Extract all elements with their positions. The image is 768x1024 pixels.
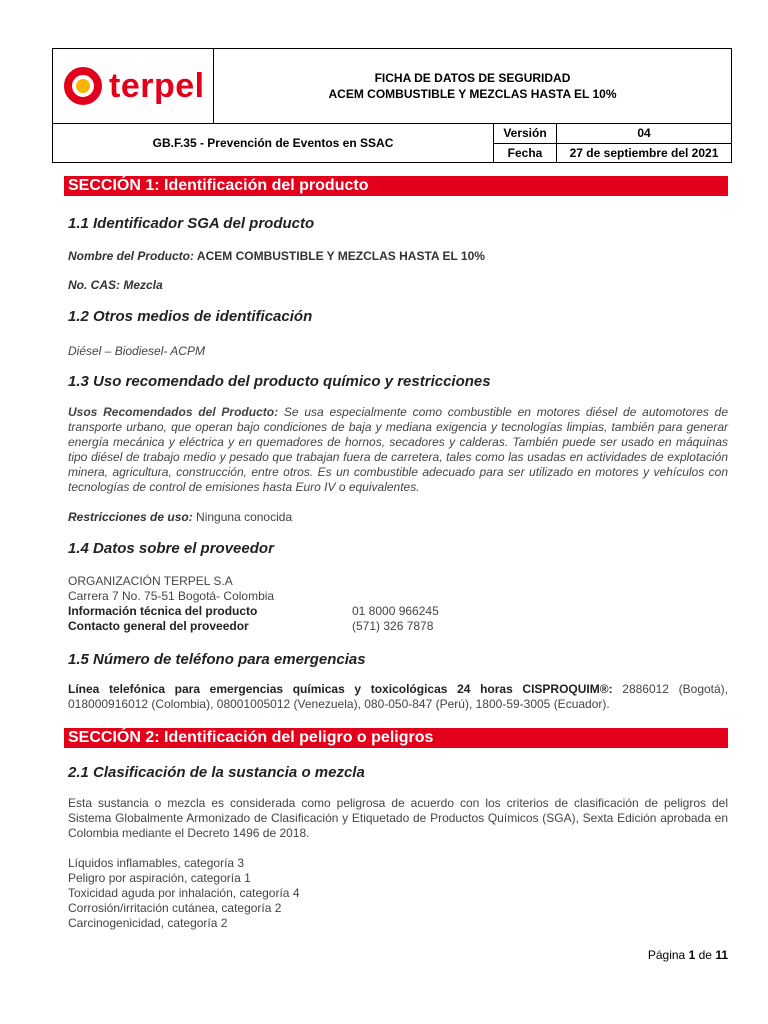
date-value: 27 de septiembre del 2021 — [557, 143, 732, 163]
product-name-value: ACEM COMBUSTIBLE Y MEZCLAS HASTA EL 10% — [194, 249, 485, 263]
tech-info-label: Información técnica del producto — [68, 604, 258, 618]
section-1-3-title: 1.3 Uso recomendado del producto químico y restricciones — [68, 373, 491, 390]
recommended-uses — [68, 405, 728, 495]
cas-number: No. CAS: Mezcla — [68, 278, 163, 292]
logo-cell — [53, 49, 214, 124]
page-total: 11 — [715, 948, 728, 962]
list-item: Peligro por aspiración, categoría 1 — [68, 871, 251, 885]
emergency-label: Línea telefónica para emergencias químicas y toxicológicas 24 horas CISPROQUIM®: — [68, 682, 613, 696]
classification-intro: Esta sustancia o mezcla es considerada como peligrosa de acuerdo con los criterios de clasificación de peligros del Sistema Globalmente Armonizado de Clasificación y Etiquetado de Productos Químicos (SGA), Sexta Edición aprobada en Colombia mediante el Decreto 1496 de 2018. — [68, 796, 728, 840]
tech-info-row — [68, 604, 728, 619]
emergency-text: 2886012 (Bogotá), 018000916012 (Colombia), 08001005012 (Venezuela), 080-050-847 (Perú), 1800-59-3005 (Ecuador). — [68, 682, 729, 711]
page-number — [648, 948, 728, 962]
contact-label: Contacto general del proveedor — [68, 619, 249, 633]
section-2-title: SECCIÓN 2: Identificación del peligro o peligros — [64, 728, 728, 748]
section-1-1-title: 1.1 Identificador SGA del producto — [68, 215, 315, 232]
list-item: Carcinogenicidad, categoría 2 — [68, 916, 228, 930]
title-line-2: ACEM COMBUSTIBLE Y MEZCLAS HASTA EL 10% — [328, 87, 617, 101]
use-restrictions — [68, 510, 728, 525]
section-2-1-title: 2.1 Clasificación de la sustancia o mezcla — [68, 764, 365, 781]
restrictions-label: Restricciones de uso: — [68, 510, 193, 524]
section-1-5-title: 1.5 Número de teléfono para emergencias — [68, 651, 366, 668]
page-label: Página — [647, 948, 686, 962]
page-of: de — [698, 948, 712, 962]
supplier-info — [68, 574, 728, 634]
tech-info-value: 01 8000 966245 — [352, 604, 439, 618]
supplier-address: Carrera 7 No. 75-51 Bogotá- Colombia — [68, 589, 275, 603]
procedure-code: GB.F.35 - Prevención de Eventos en SSAC — [53, 124, 494, 163]
restrictions-value: Ninguna conocida — [192, 510, 293, 524]
emergency-line — [68, 682, 728, 712]
product-name-label: Nombre del Producto: — [68, 249, 195, 263]
uses-label: Usos Recomendados del Producto: — [68, 405, 279, 419]
document-title — [214, 49, 732, 124]
terpel-logo — [63, 66, 213, 106]
section-1-title: SECCIÓN 1: Identificación del producto — [64, 176, 728, 196]
product-name — [68, 249, 728, 264]
other-identifiers: Diésel – Biodiesel- ACPM — [68, 344, 205, 358]
section-1-4-title: 1.4 Datos sobre el proveedor — [68, 540, 274, 557]
contact-row — [68, 619, 728, 634]
page-current: 1 — [688, 948, 696, 962]
hazard-list — [68, 856, 728, 931]
version-label: Versión — [494, 124, 557, 144]
list-item: Corrosión/irritación cutánea, categoría 2 — [68, 901, 282, 915]
logo-text: terpel — [109, 67, 205, 105]
document-header — [52, 48, 732, 163]
list-item: Toxicidad aguda por inhalación, categoría 4 — [68, 886, 300, 900]
supplier-org: ORGANIZACIÓN TERPEL S.A — [68, 574, 233, 588]
title-line-1: FICHA DE DATOS DE SEGURIDAD — [374, 71, 571, 85]
contact-value: (571) 326 7878 — [352, 619, 434, 633]
date-label: Fecha — [494, 143, 557, 163]
terpel-ring-icon — [63, 66, 103, 106]
version-value: 04 — [557, 124, 732, 144]
section-1-2-title: 1.2 Otros medios de identificación — [68, 308, 313, 325]
list-item: Líquidos inflamables, categoría 3 — [68, 856, 245, 870]
uses-text: Se usa especialmente como combustible en motores diésel de automotores de transporte urbano, que operan bajo condiciones de baja y mediana exigencia y tecnologías limpias, también para generar energía mecánica y eléctrica y en quemadores de hornos, secadores y calderas. También puede ser usado en máquinas tipo diésel de trabajo medio y pesado que trabajan fuera de carretera, tales como las usadas en actividades de explotación minera, agricultura, construcción, entre otros. Es un combustible adecuado para ser utilizado en motores y vehículos con tecnologías de control de emisiones hasta Euro IV o equivalentes. — [68, 405, 728, 494]
